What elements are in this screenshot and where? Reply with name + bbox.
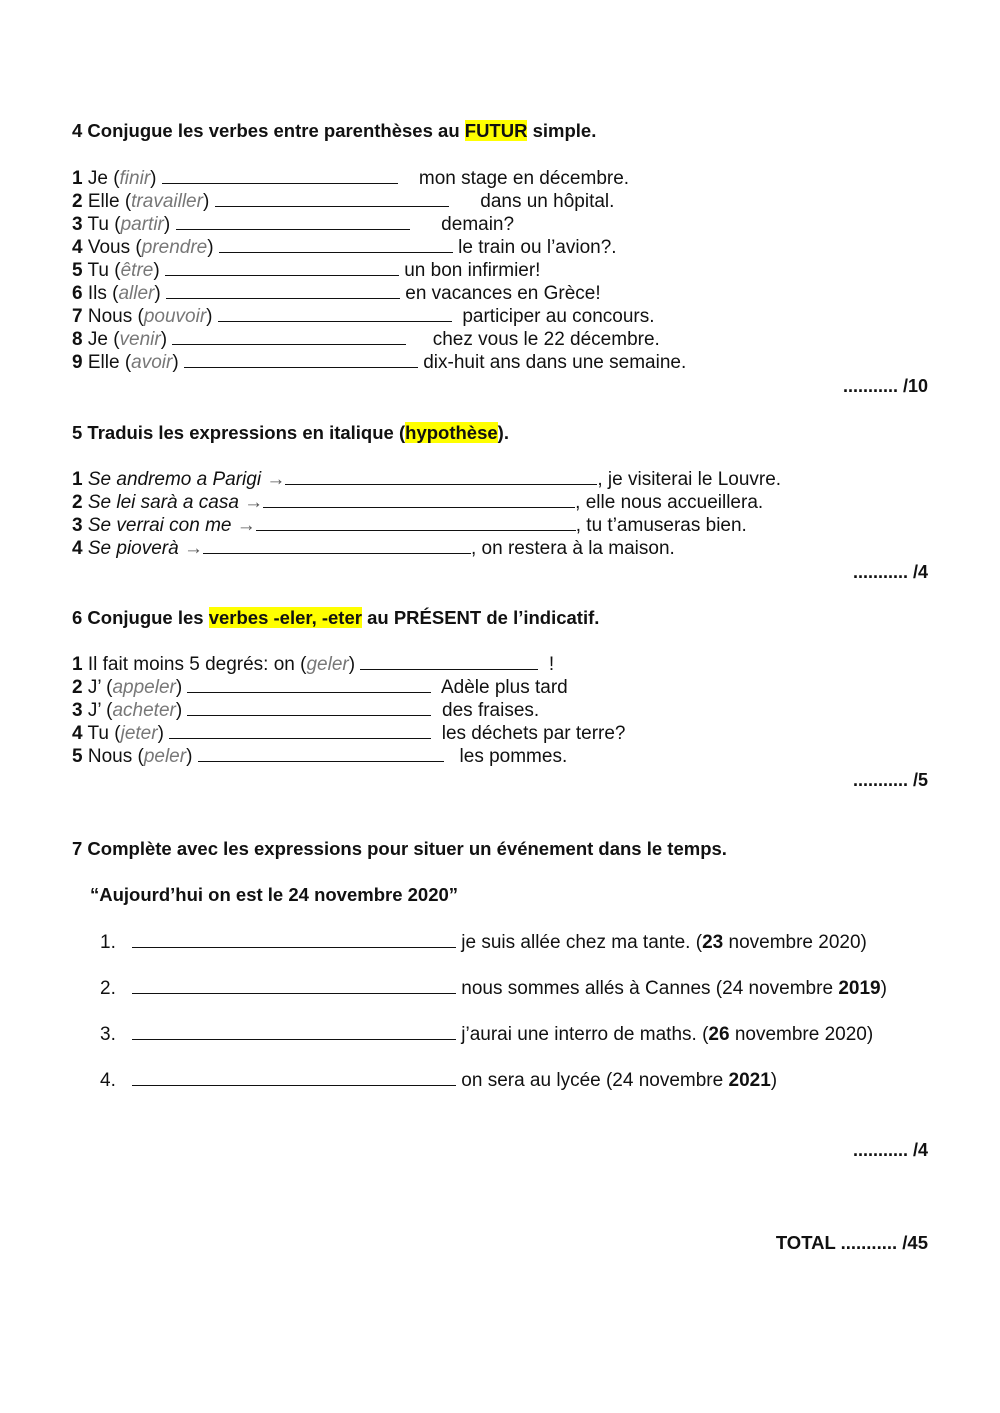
- ex4-score: ........... /10: [842, 376, 928, 396]
- exercise-6-title: 6 Conjugue les verbes -eler, -eter au PRÉSENT de l’indicatif.: [72, 607, 600, 628]
- ex6-score: ........... /5: [852, 770, 928, 790]
- ex4-item: 8 Je (venir) chez vous le 22 décembre.: [72, 329, 660, 350]
- ex4-item: 6 Ils (aller) en vacances en Grèce!: [72, 283, 601, 304]
- answer-blank[interactable]: [203, 536, 471, 554]
- answer-blank[interactable]: [132, 1068, 456, 1086]
- answer-blank[interactable]: [215, 189, 449, 207]
- ex5-score: ........... /4: [852, 562, 928, 582]
- answer-blank[interactable]: [256, 513, 576, 531]
- answer-blank[interactable]: [165, 258, 399, 276]
- ex4-item: 1 Je (finir) mon stage en décembre.: [72, 168, 630, 189]
- ex7-item: 4. on sera au lycée (24 novembre 2021): [100, 1070, 778, 1091]
- ex6-item: 1 Il fait moins 5 degrés: on (geler) !: [72, 654, 555, 675]
- ex4-item: 9 Elle (avoir) dix-huit ans dans une semaine.: [72, 352, 687, 373]
- answer-blank[interactable]: [166, 281, 400, 299]
- arrow-icon: →: [183, 538, 203, 559]
- answer-blank[interactable]: [132, 930, 456, 948]
- ex7-item: 2. nous sommes allés à Cannes (24 novembre 2019): [100, 978, 887, 999]
- ex6-item: 2 J’ (appeler) Adèle plus tard: [72, 677, 568, 698]
- arrow-icon: →: [266, 469, 286, 490]
- answer-blank[interactable]: [263, 490, 575, 508]
- answer-blank[interactable]: [285, 467, 597, 485]
- arrow-icon: →: [244, 492, 264, 513]
- arrow-icon: →: [236, 515, 256, 536]
- ex6-item: 5 Nous (peler) les pommes.: [72, 746, 568, 767]
- answer-blank[interactable]: [169, 721, 431, 739]
- ex4-item: 3 Tu (partir) demain?: [72, 214, 515, 235]
- answer-blank[interactable]: [187, 675, 431, 693]
- today-quote: “Aujourd’hui on est le 24 novembre 2020”: [90, 884, 459, 905]
- ex5-item: 3 Se verrai con me → , tu t’amuseras bien.: [72, 515, 747, 536]
- answer-blank[interactable]: [172, 327, 406, 345]
- ex7-item: 1. je suis allée chez ma tante. (23 novembre 2020): [100, 932, 867, 953]
- ex4-item: 5 Tu (être) un bon infirmier!: [72, 260, 541, 281]
- exercise-7-title: 7 Complète avec les expressions pour situer un événement dans le temps.: [72, 838, 727, 859]
- answer-blank[interactable]: [187, 698, 431, 716]
- exercise-4-title: 4 Conjugue les verbes entre parenthèses au FUTUR simple.: [72, 120, 597, 141]
- total-score: TOTAL ........... /45: [775, 1232, 928, 1253]
- answer-blank[interactable]: [198, 744, 444, 762]
- answer-blank[interactable]: [162, 166, 398, 184]
- answer-blank[interactable]: [132, 1022, 456, 1040]
- ex7-item: 3. j’aurai une interro de maths. (26 novembre 2020): [100, 1024, 874, 1045]
- ex5-item: 1 Se andremo a Parigi → , je visiterai le Louvre.: [72, 469, 782, 490]
- ex6-item: 3 J’ (acheter) des fraises.: [72, 700, 540, 721]
- answer-blank[interactable]: [219, 235, 453, 253]
- ex4-item: 2 Elle (travailler) dans un hôpital.: [72, 191, 615, 212]
- exercise-5-title: 5 Traduis les expressions en italique (hypothèse).: [72, 422, 509, 443]
- answer-blank[interactable]: [184, 350, 418, 368]
- ex6-item: 4 Tu (jeter) les déchets par terre?: [72, 723, 626, 744]
- ex4-item: 7 Nous (pouvoir) participer au concours.: [72, 306, 655, 327]
- ex5-item: 2 Se lei sarà a casa → , elle nous accueillera.: [72, 492, 764, 513]
- answer-blank[interactable]: [176, 212, 410, 230]
- answer-blank[interactable]: [218, 304, 452, 322]
- answer-blank[interactable]: [360, 652, 538, 670]
- ex7-score: ........... /4: [852, 1140, 928, 1160]
- ex4-item: 4 Vous (prendre) le train ou l’avion?.: [72, 237, 617, 258]
- ex5-item: 4 Se pioverà → , on restera à la maison.: [72, 538, 675, 559]
- answer-blank[interactable]: [132, 976, 456, 994]
